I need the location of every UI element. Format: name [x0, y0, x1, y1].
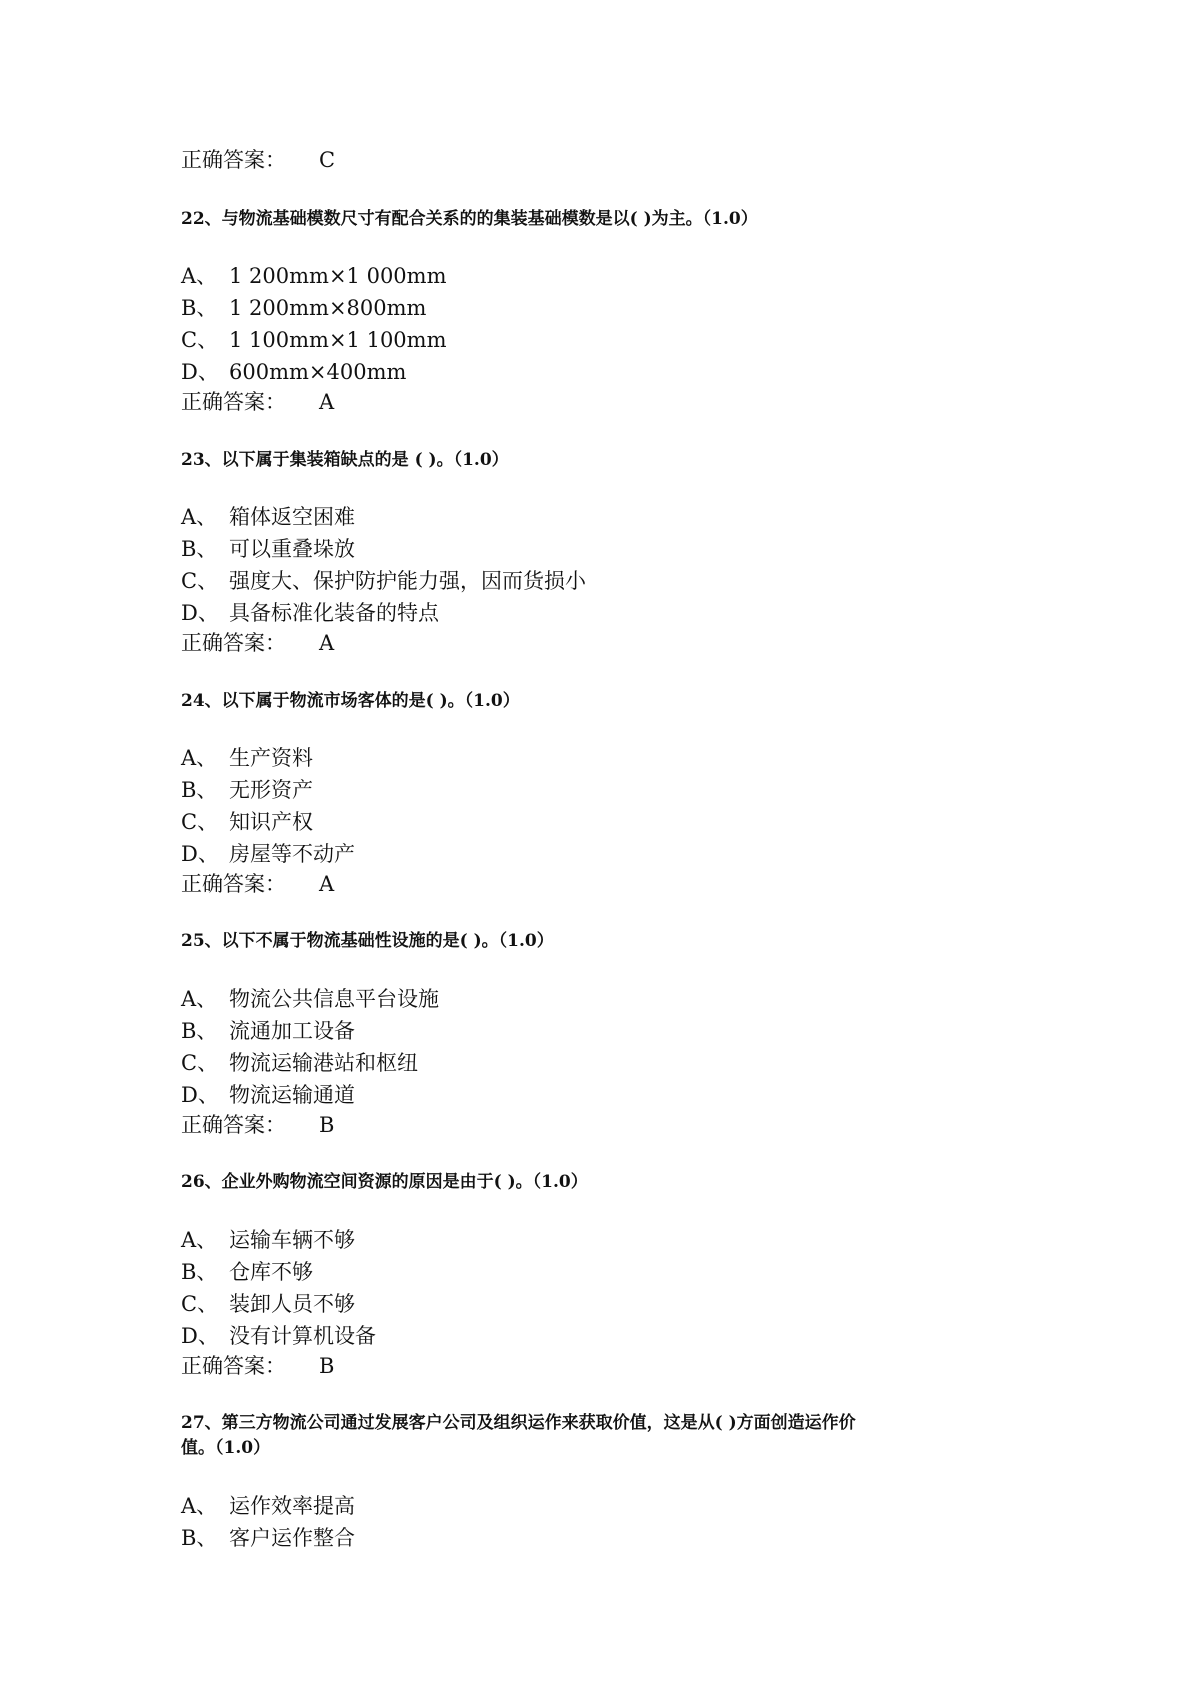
question-title: 23、以下属于集装箱缺点的是 ( )。（1.0） — [181, 450, 509, 470]
option-letter: D、 — [181, 842, 219, 866]
option-item — [181, 358, 406, 386]
answer-value: A — [319, 631, 335, 655]
answer-label: 正确答案： — [181, 1354, 286, 1378]
option-item — [181, 1081, 355, 1109]
option-text: 知识产权 — [229, 810, 313, 834]
option-text: 客户运作整合 — [229, 1526, 355, 1550]
option-letter: A、 — [181, 1228, 218, 1252]
option-letter: C、 — [181, 569, 219, 593]
option-text: 运作效率提高 — [229, 1494, 355, 1518]
answer-label: 正确答案： — [181, 872, 286, 896]
question-title: 22、与物流基础模数尺寸有配合关系的的集装基础模数是以( )为主。（1.0） — [181, 209, 758, 229]
option-letter: A、 — [181, 1494, 218, 1518]
option-letter: D、 — [181, 1083, 219, 1107]
option-text: 强度大、保护防护能力强，因而货损小 — [229, 569, 586, 593]
option-text: 装卸人员不够 — [229, 1292, 355, 1316]
answer-line — [181, 1352, 334, 1380]
option-item — [181, 503, 355, 531]
option-text: 箱体返空困难 — [229, 505, 355, 529]
option-text: 物流运输港站和枢纽 — [229, 1051, 418, 1075]
option-letter: A、 — [181, 746, 218, 770]
answer-value: C — [319, 148, 336, 172]
option-text: 运输车辆不够 — [229, 1228, 355, 1252]
option-letter: B、 — [181, 1526, 218, 1550]
option-item — [181, 1492, 355, 1520]
option-text: 1 200mm×1 000mm — [229, 264, 447, 288]
answer-label: 正确答案： — [181, 390, 286, 414]
answer-line — [181, 870, 334, 898]
answer-value: A — [319, 390, 335, 414]
option-item — [181, 776, 313, 804]
option-item — [181, 808, 313, 836]
option-letter: B、 — [181, 778, 218, 802]
option-item — [181, 1258, 313, 1286]
option-text: 物流公共信息平台设施 — [229, 987, 439, 1011]
option-text: 没有计算机设备 — [229, 1324, 376, 1348]
option-text: 1 200mm×800mm — [229, 296, 427, 320]
option-letter: C、 — [181, 1292, 219, 1316]
option-text: 可以重叠垛放 — [229, 537, 355, 561]
answer-label: 正确答案： — [181, 631, 286, 655]
option-item — [181, 262, 447, 290]
option-item — [181, 535, 355, 563]
option-text: 物流运输通道 — [229, 1083, 355, 1107]
option-letter: B、 — [181, 1019, 218, 1043]
option-letter: A、 — [181, 987, 218, 1011]
option-text: 无形资产 — [229, 778, 313, 802]
option-item — [181, 1524, 355, 1552]
option-text: 生产资料 — [229, 746, 313, 770]
option-item — [181, 840, 355, 868]
question-title-continued: 值。（1.0） — [181, 1438, 271, 1458]
option-letter: D、 — [181, 601, 219, 625]
option-letter: A、 — [181, 264, 218, 288]
answer-value: A — [319, 872, 335, 896]
option-text: 具备标准化装备的特点 — [229, 601, 439, 625]
option-item — [181, 599, 439, 627]
option-item — [181, 1290, 355, 1318]
option-letter: C、 — [181, 810, 219, 834]
option-letter: B、 — [181, 296, 218, 320]
option-letter: C、 — [181, 1051, 219, 1075]
question-title: 26、企业外购物流空间资源的原因是由于( )。（1.0） — [181, 1172, 588, 1192]
option-item — [181, 1017, 355, 1045]
option-letter: A、 — [181, 505, 218, 529]
answer-value: B — [319, 1113, 335, 1137]
option-item — [181, 1049, 418, 1077]
option-item — [181, 1226, 355, 1254]
option-letter: D、 — [181, 360, 219, 384]
answer-line — [181, 629, 334, 657]
answer-line — [181, 146, 335, 174]
question-title: 27、第三方物流公司通过发展客户公司及组织运作来获取价值，这是从( )方面创造运作价 — [181, 1413, 856, 1433]
question-title: 24、以下属于物流市场客体的是( )。（1.0） — [181, 691, 520, 711]
option-item — [181, 1322, 376, 1350]
question-title: 25、以下不属于物流基础性设施的是( )。（1.0） — [181, 931, 554, 951]
option-item — [181, 294, 426, 322]
answer-line — [181, 1111, 334, 1139]
option-letter: C、 — [181, 328, 219, 352]
option-letter: D、 — [181, 1324, 219, 1348]
option-text: 600mm×400mm — [229, 360, 407, 384]
answer-line — [181, 388, 334, 416]
option-text: 流通加工设备 — [229, 1019, 355, 1043]
option-text: 房屋等不动产 — [229, 842, 355, 866]
answer-label: 正确答案： — [181, 148, 286, 172]
option-letter: B、 — [181, 1260, 218, 1284]
answer-label: 正确答案： — [181, 1113, 286, 1137]
option-letter: B、 — [181, 537, 218, 561]
option-item — [181, 567, 586, 595]
answer-value: B — [319, 1354, 335, 1378]
option-item — [181, 744, 313, 772]
option-text: 仓库不够 — [229, 1260, 313, 1284]
option-item — [181, 985, 439, 1013]
option-item — [181, 326, 447, 354]
option-text: 1 100mm×1 100mm — [229, 328, 447, 352]
